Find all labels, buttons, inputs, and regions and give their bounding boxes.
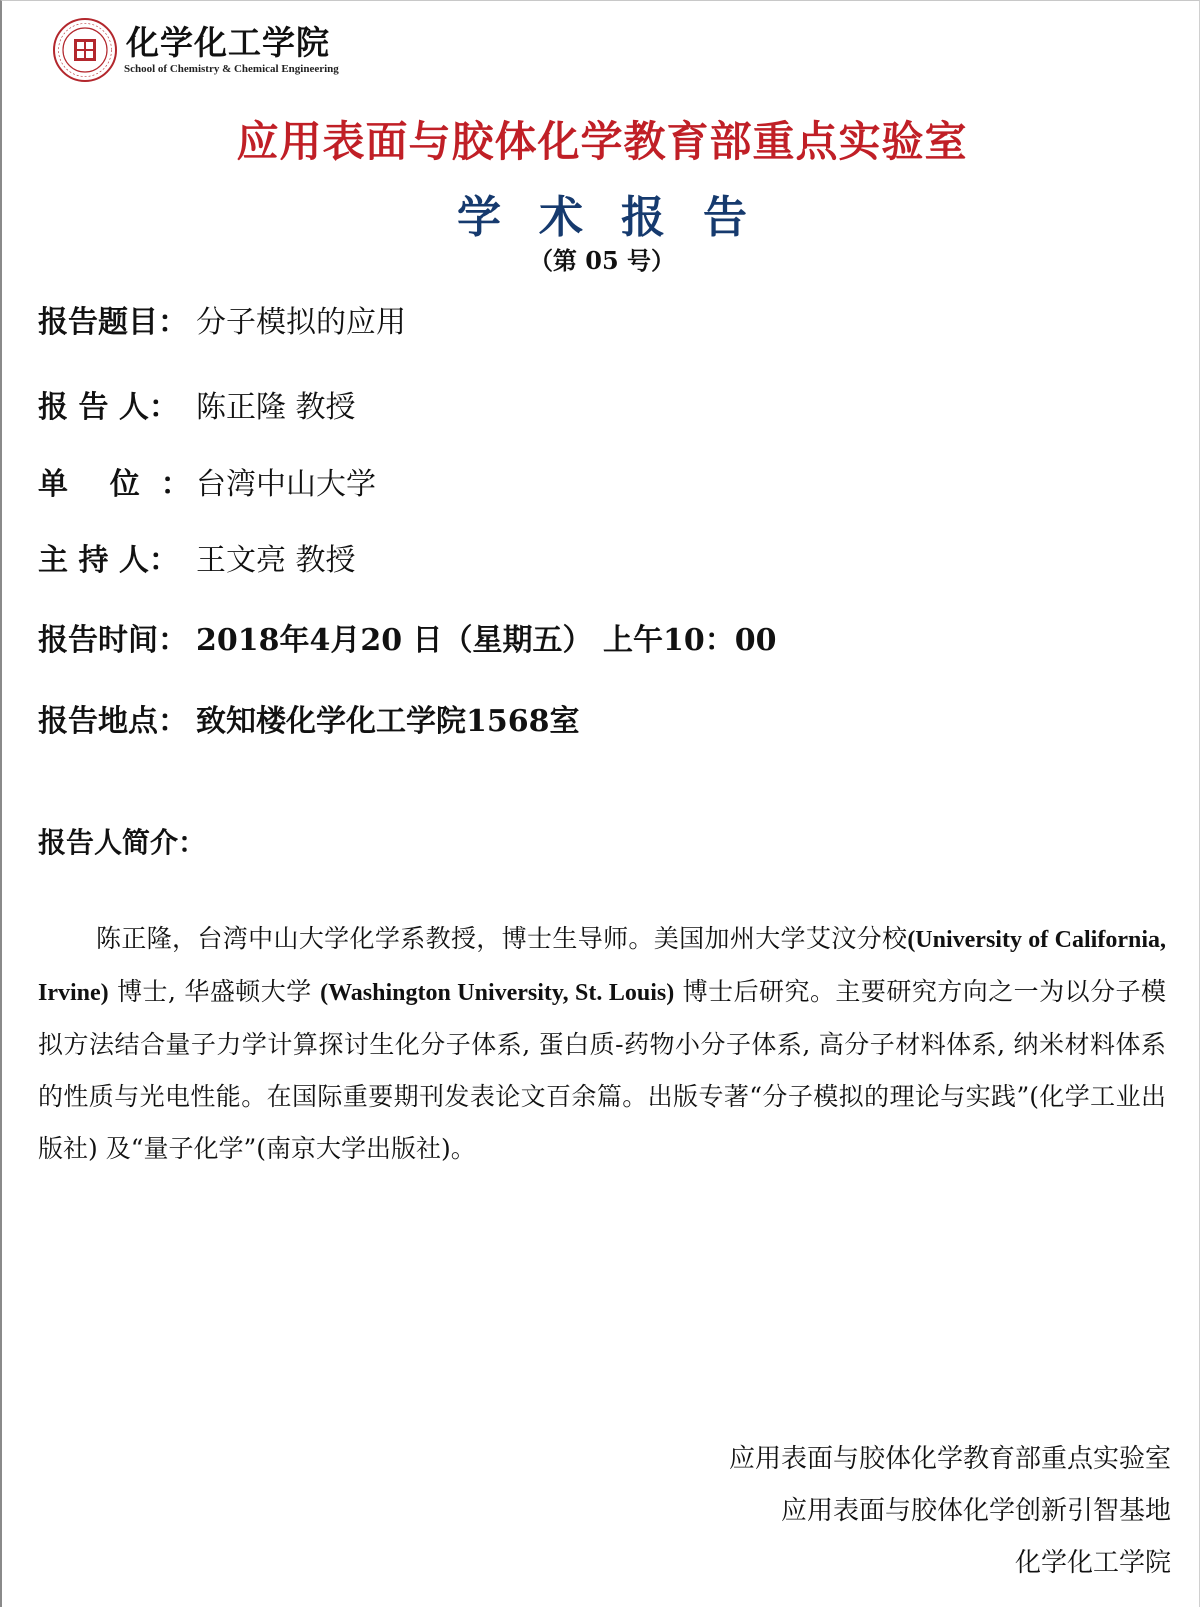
field-host <box>38 537 356 577</box>
field-place <box>38 698 580 738</box>
field-speaker-value: 陈正隆 教授 <box>196 390 356 425</box>
bio-text-3: 博士后研究。主要研究方向之一为以分子模拟方法结合量子力学计算探讨生化分子体系, 蛋白质-药物小分子体系, 高分子材料体系, 纳米材料体系的性质与光电性能。在国际重要期刊发表论文百余篇。出版专著“分子模拟的理论与实践”(化学工业出版社) 及“量子化学”(南京大学出版社)。 <box>38 977 1167 1163</box>
logo-chinese-name: 化学化工学院 <box>126 23 330 62</box>
college-logo <box>50 15 370 81</box>
report-title: 学术报告 <box>457 192 785 243</box>
college-seal-icon <box>52 17 118 83</box>
field-unit <box>38 461 376 501</box>
issue-number: （第 05 号） <box>528 246 676 275</box>
speaker-bio <box>38 913 1166 1175</box>
logo-english-name: School of Chemistry & Chemical Engineering <box>124 63 339 75</box>
bio-text-2: 博士, 华盛顿大学 <box>108 977 321 1006</box>
field-topic-label: 报告题目： <box>38 305 188 340</box>
field-topic-value: 分子模拟的应用 <box>196 305 406 340</box>
field-speaker <box>38 384 356 424</box>
footer-line-college: 化学化工学院 <box>1014 1548 1171 1578</box>
footer-line-base: 应用表面与胶体化学创新引智基地 <box>780 1496 1171 1526</box>
field-place-label: 报告地点： <box>38 704 188 739</box>
bio-university-2: (Washington University, St. Louis) <box>320 980 675 1006</box>
field-time <box>38 617 777 657</box>
footer-signature <box>729 1433 1171 1589</box>
field-host-label: 主 持 人： <box>38 543 179 578</box>
bio-text-1: 陈正隆，台湾中山大学化学系教授，博士生导师。美国加州大学艾汶分校 <box>96 924 908 953</box>
speaker-intro-heading: 报告人简介： <box>38 826 207 859</box>
field-time-label: 报告时间： <box>38 623 188 658</box>
field-time-value: 2018年4月20 日（星期五） 上午10：00 <box>196 623 777 658</box>
field-place-value: 致知楼化学化工学院1568室 <box>196 704 580 739</box>
field-unit-value: 台湾中山大学 <box>196 467 376 502</box>
field-host-value: 王文亮 教授 <box>196 543 356 578</box>
field-topic <box>38 299 406 339</box>
bio-university-1: (University of California, Irvine) <box>38 927 1166 1006</box>
lab-title: 应用表面与胶体化学教育部重点实验室 <box>236 117 968 166</box>
footer-line-lab: 应用表面与胶体化学教育部重点实验室 <box>728 1444 1171 1474</box>
field-speaker-label: 报 告 人： <box>38 390 179 425</box>
field-unit-label: 单 位 ： <box>38 467 191 502</box>
